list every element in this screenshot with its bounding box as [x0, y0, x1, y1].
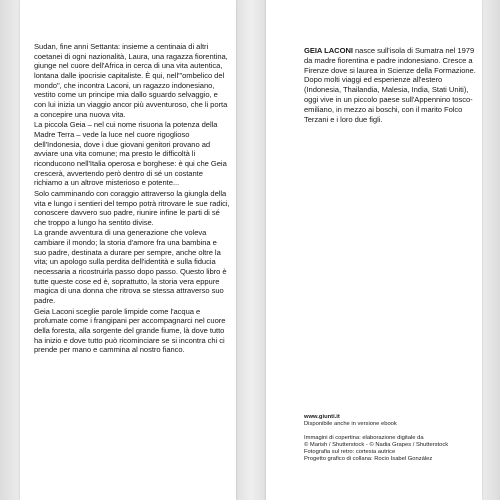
- author-bio: [304, 46, 476, 124]
- publisher-website[interactable]: www.giunti.it: [304, 414, 340, 420]
- synopsis-paragraph: La grande avventura di una generazione che voleva cambiare il mondo; la storia d'amore fra una bambina e suo padre, destinata a durare per sempre, anche oltre la vita; un apologo sulla perdita dell'identità e sulla fiducia necessaria a ricostruirla passo dopo passo. Questo libro è tutte queste cose ed è, soprattutto, la storia vera eppure magica di una donna che ritrova se stessa attraverso suo padre.: [34, 228, 227, 306]
- credit-line: Immagini di copertina: elaborazione digitale da: [304, 434, 424, 441]
- credit-line: Fotografia sul retro: cortesia autrice: [304, 449, 396, 456]
- credit-line: Progetto grafico di collana: Rocio Isabel González: [304, 456, 433, 463]
- author-bio-more: Dopo molti viaggi ed esperienze all'estero (Indonesia, Thailandia, Malesia, India, Stati Uniti), oggi vive in un piccolo paese sull'Appennino tosco-emiliano, in mezzo ai boschi, con il marito Folco Terzani e i loro due figli.: [304, 75, 473, 124]
- image-credits: [304, 435, 478, 464]
- synopsis-paragraph: Sudan, fine anni Settanta: insieme a centinaia di altri coetanei di ogni nazionalità, Laura, una ragazza fiorentina, giunge nel cuore dell'Africa in cerca di una vita autentica, lontana dalle ipocrisie capitaliste. È qui, nell'"ombelico del mondo", che incontra Laconi, un ragazzo indonesiano, vestito come un principe mia dallo sguardo selvaggio, e con lui inizia un viaggio ancor più avventuroso, che li porta a concepire una nuova vita.: [34, 42, 228, 119]
- credit-line: © Marish / Shutterstock - © Nadia Grapes / Shutterstock: [304, 441, 449, 448]
- publisher-footer: [304, 414, 478, 464]
- author-bio-intro: [304, 46, 476, 75]
- author-bio-intro-text: nasce sull'isola di Sumatra nel 1979 da madre fiorentina e padre indonesiano. Cresce a Firenze dove si laurea in Scienze della Formazione.: [304, 46, 476, 75]
- book-synopsis: [34, 42, 230, 356]
- synopsis-paragraph: Solo camminando con coraggio attraverso la giungla della vita e lungo i sentieri del tempo potrà ritrovare le sue radici, conoscere davvero suo padre, riunire infine le parti di sé che troppo a lungo ha sentito divise.: [34, 188, 230, 227]
- ebook-note: Disponibile anche in versione ebook: [304, 421, 397, 428]
- book-gutter: [236, 0, 266, 500]
- author-name: GEIA LACONI: [304, 46, 353, 55]
- page-edge-right: [482, 0, 500, 500]
- page-edge-left: [0, 0, 20, 500]
- right-flap-page: [266, 0, 482, 500]
- synopsis-paragraph: La piccola Geia – nel cui nome risuona la potenza della Madre Terra – vede la luce nel cuore rigoglioso dell'Indonesia, dove i due giovani genitori provano ad avviare una vita comune; ma presto le difficoltà li riconducono nell'Italia operosa e borghese: è qui che Geia crescerà, avvertendo però dentro di sé un costante richiamo a un altrove misterioso e potente...: [34, 120, 227, 188]
- left-flap-page: [20, 0, 236, 500]
- synopsis-paragraph: Geia Laconi sceglie parole limpide come l'acqua e profumate come i frangipani per accompagnarci nel cuore della foresta, alla sorgente del grande fiume, là dove tutto ha inizio e dove tutto può ricominciare se si incontra chi ci prende per mano e cammina al nostro fianco.: [34, 306, 226, 355]
